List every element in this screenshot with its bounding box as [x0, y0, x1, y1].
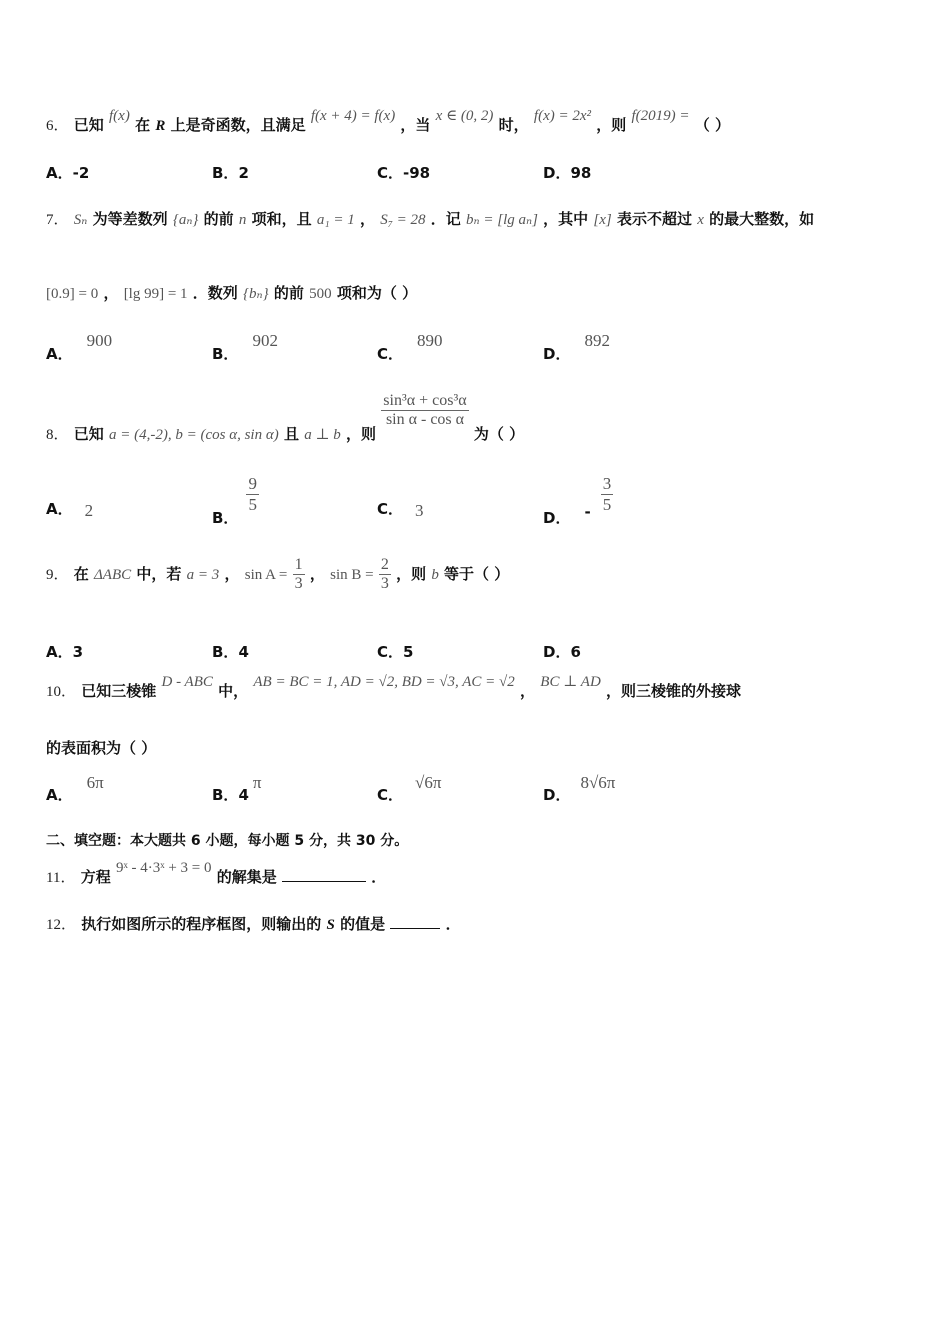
q7-option-a[interactable]: [46, 330, 113, 363]
q9-math-triangle: ΔABC: [94, 567, 132, 583]
q10-option-d[interactable]: [543, 772, 616, 804]
q11-text-3: ．: [371, 868, 387, 886]
option-value: 892: [584, 331, 610, 350]
option-label: A．: [46, 164, 73, 182]
fraction-numerator: 1: [294, 556, 303, 573]
q6-math-def: f(x) = 2x²: [533, 108, 592, 124]
q8-option-d[interactable]: [543, 474, 613, 527]
q8-fraction: [381, 392, 468, 429]
fraction-denominator: 5: [602, 495, 612, 514]
q9-math-b: b: [431, 567, 439, 583]
option-label: D．: [543, 345, 571, 363]
option-value: 3: [415, 501, 424, 520]
q8-option-c[interactable]: [377, 474, 424, 520]
q10-math-tetra: D - ABC: [161, 674, 213, 690]
question-6: [46, 108, 730, 135]
option-label: C．: [377, 786, 404, 804]
question-8: [46, 392, 525, 443]
q8-math-vectors: a = (4,-2), b = (cos α, sin α): [109, 427, 279, 443]
q8-option-b[interactable]: [212, 474, 259, 527]
q9-text-1: 在: [73, 565, 89, 583]
q12-text-3: ．: [445, 915, 461, 933]
q10-math-lengths: AB = BC = 1, AD = √2, BD = √3, AC = √2: [253, 674, 515, 690]
option-label: D．: [543, 786, 571, 804]
q6-text-6: ，则: [596, 116, 627, 134]
q6-math-f2019: f(2019) =: [631, 108, 690, 124]
q7-math-S7: S₇ = 28: [380, 212, 426, 228]
option-value: -98: [403, 164, 431, 182]
q9-math-sinB: sin B =: [330, 567, 374, 583]
q9-fraction-1: [293, 556, 305, 593]
q7-math-example1: [0.9] = 0: [46, 286, 99, 302]
q10-number: 10．: [46, 684, 77, 700]
q6-option-a[interactable]: [46, 162, 89, 183]
q12-text-1: 执行如图所示的程序框图，则输出的: [81, 915, 322, 933]
q10-text-3: ，: [520, 682, 536, 700]
q6-option-c[interactable]: [377, 162, 430, 183]
q9-option-d[interactable]: [543, 641, 581, 662]
q7-text-12: 项和为（ ）: [336, 284, 418, 302]
q7-math-example2: [lg 99] = 1: [123, 286, 188, 302]
q12-number: 12．: [46, 917, 77, 933]
option-label: A．: [46, 786, 73, 804]
q6-text-1: 已知: [73, 116, 104, 134]
q10-option-a[interactable]: [46, 772, 104, 804]
q7-number: 7．: [46, 212, 69, 228]
option-value: 5: [403, 643, 414, 661]
q7-option-c[interactable]: [377, 330, 443, 363]
q10-text-2: 中，: [218, 682, 249, 700]
option-value: -2: [72, 164, 90, 182]
fraction-numerator: 9: [248, 474, 257, 493]
q9-text-6: 等于（ ）: [444, 565, 510, 583]
q9-text-3: ，: [224, 565, 240, 583]
q7-option-d[interactable]: [543, 330, 610, 363]
option-value: 900: [86, 331, 113, 350]
q7-math-n: n: [238, 212, 247, 228]
option-label: A．: [46, 345, 73, 363]
option-pi: π: [252, 773, 262, 792]
q6-text-3: 上是奇函数，且满足: [170, 116, 306, 134]
fraction-denominator: 3: [294, 575, 303, 592]
option-value: 890: [417, 331, 443, 350]
q11-text-2: 的解集是: [216, 868, 277, 886]
q7-text-7: 表示不超过: [616, 210, 692, 228]
q11-math-equation: 9ˣ - 4·3ˣ + 3 = 0: [115, 860, 212, 876]
q7-text-3: 项和，且: [251, 210, 312, 228]
option-value: 8√6π: [580, 773, 616, 792]
q11-number: 11．: [46, 870, 76, 886]
q8-text-4: 为（ ）: [473, 425, 525, 443]
option-sign: -: [584, 503, 591, 521]
q8-numerator: sin³α + cos³α: [383, 392, 467, 409]
option-value: 6π: [86, 773, 104, 792]
q6-option-d[interactable]: [543, 162, 591, 183]
option-label: D．: [543, 509, 571, 527]
q10-option-c[interactable]: [377, 772, 442, 804]
option-label: C．: [377, 164, 404, 182]
q7-text-2: 的前: [203, 210, 234, 228]
option-label: B．: [212, 786, 239, 804]
q7-text-11: 的前: [273, 284, 304, 302]
q9-text-5: ，则: [396, 565, 427, 583]
q8-text-1: 已知: [73, 425, 104, 443]
question-10: [46, 674, 742, 701]
q9-option-b[interactable]: [212, 641, 249, 662]
q9-number: 9．: [46, 567, 69, 583]
q9-text-4: ，: [309, 565, 325, 583]
option-value: 3: [72, 643, 84, 661]
q11-text-1: 方程: [80, 868, 111, 886]
q7-option-b[interactable]: [212, 330, 278, 363]
q9-fraction-2: [379, 556, 391, 593]
option-label: C．: [377, 500, 404, 518]
fraction-numerator: 2: [380, 556, 389, 573]
q9-option-c[interactable]: [377, 641, 413, 662]
q10-text-1: 已知三棱锥: [81, 682, 157, 700]
option-value: 98: [570, 164, 592, 182]
q7-math-Sn: Sₙ: [73, 212, 88, 228]
q7-math-x: x: [697, 212, 704, 228]
q12-S: S: [326, 917, 335, 933]
option-value: 4: [238, 786, 249, 804]
fraction-denominator: 3: [380, 575, 389, 592]
option-value: 2: [238, 164, 249, 182]
q9-math-a: a = 3: [186, 567, 220, 583]
q7-math-a1: a₁ = 1: [316, 212, 355, 228]
q7-text-9: ，: [103, 284, 119, 302]
fraction-denominator: 5: [248, 495, 257, 514]
q9-option-a[interactable]: [46, 641, 83, 662]
q10-math-perp: BC ⊥ AD: [540, 674, 601, 690]
q8-denominator: sin α - cos α: [385, 411, 465, 428]
option-value: √6π: [415, 773, 442, 792]
q11-answer-blank[interactable]: [282, 881, 366, 882]
q10-text-4: ，则三棱锥的外接球: [606, 682, 742, 700]
q6-text-4: ，当: [400, 116, 431, 134]
q7-text-10: ．数列: [192, 284, 238, 302]
q12-text-2: 的值是: [340, 915, 386, 933]
option-label: D．: [543, 164, 571, 182]
q8-number: 8．: [46, 427, 69, 443]
option-label: A．: [46, 643, 73, 661]
question-7-line-2: [46, 282, 417, 303]
q8-text-2: 且: [283, 425, 299, 443]
option-value: 6: [570, 643, 581, 661]
question-12: [46, 913, 461, 934]
q8-text-3: ，则: [346, 425, 377, 443]
option-label: D．: [543, 643, 571, 661]
q7-math-floor: [x]: [593, 212, 612, 228]
q9-math-sinA: sin A =: [244, 567, 288, 583]
fraction-numerator: 3: [602, 474, 612, 493]
q7-math-bn: bₙ = [lg aₙ]: [466, 212, 538, 228]
q6-text-7: （ ）: [694, 116, 730, 134]
option-fraction: [246, 474, 259, 515]
option-label: B．: [212, 345, 239, 363]
q7-text-4: ，: [359, 210, 375, 228]
option-fraction: [601, 474, 614, 515]
q6-math-domain: x ∈ (0, 2): [435, 108, 494, 124]
option-label: C．: [377, 643, 404, 661]
q7-math-bn-seq: {bₙ}: [243, 286, 269, 302]
option-value: 4: [238, 643, 249, 661]
option-label: A．: [46, 500, 73, 518]
q6-option-b[interactable]: [212, 162, 249, 183]
question-10-line-2: [46, 737, 156, 758]
option-label: B．: [212, 164, 239, 182]
q6-math-periodic: f(x + 4) = f(x): [310, 108, 396, 124]
q6-number: 6．: [46, 118, 69, 134]
option-label: B．: [212, 643, 239, 661]
option-label: B．: [212, 509, 239, 527]
q10-text-5: 的表面积为（ ）: [46, 739, 157, 757]
q10-option-b[interactable]: [212, 772, 262, 804]
option-value: 902: [252, 331, 278, 350]
q7-text-6: ，其中: [543, 210, 589, 228]
q7-math-500: 500: [309, 286, 332, 302]
q6-math-fx: f(x): [109, 108, 130, 124]
question-7: [46, 208, 814, 229]
section-2-heading: 二、填空题：本大题共 6 小题，每小题 5 分，共 30 分。: [46, 833, 409, 849]
q6-text-5: 时，: [498, 116, 529, 134]
option-value: 2: [84, 501, 94, 520]
question-11: [46, 860, 387, 887]
q6-text-2: 在: [135, 116, 151, 134]
q7-text-1: 为等差数列: [92, 210, 168, 228]
q12-answer-blank[interactable]: [390, 928, 440, 929]
q8-math-perp: a ⊥ b: [304, 427, 341, 443]
q7-text-5: ．记: [430, 210, 461, 228]
q7-math-an: {aₙ}: [172, 212, 199, 228]
q7-text-8: 的最大整数，如: [709, 210, 815, 228]
q6-R: R: [155, 118, 166, 134]
q9-text-2: 中，若: [136, 565, 182, 583]
question-9: [46, 556, 509, 593]
q8-option-a[interactable]: [46, 474, 94, 520]
option-label: C．: [377, 345, 404, 363]
